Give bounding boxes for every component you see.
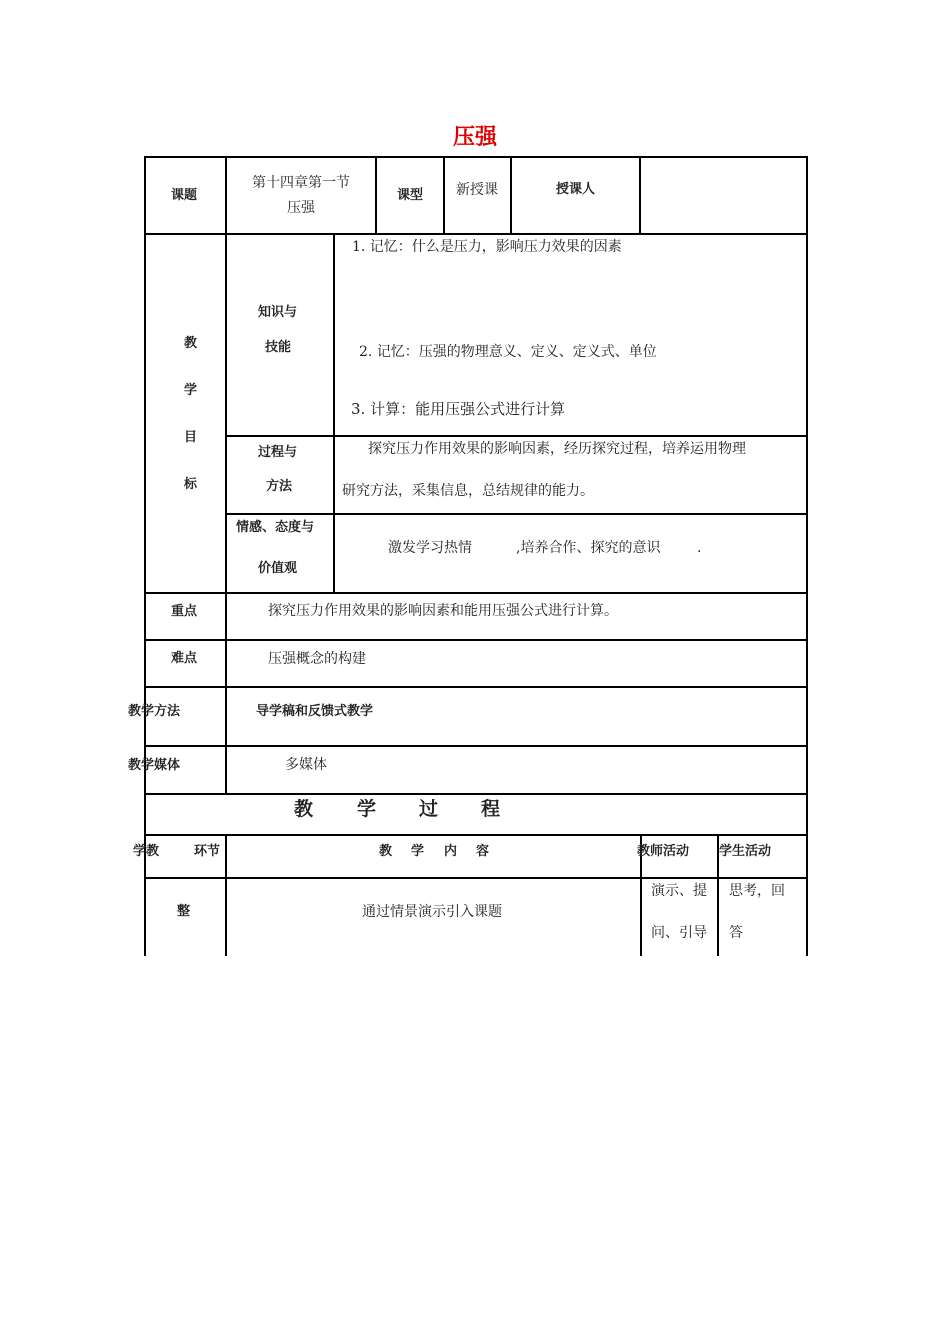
col-stage-header-b: 环节 (194, 844, 221, 859)
emotion-text-part2: ,培养合作、探究的意识 (516, 540, 661, 556)
process-text-line2: 研究方法，采集信息，总结规律的能力。 (342, 483, 594, 499)
media-text: 多媒体 (285, 757, 327, 773)
table-divider (144, 745, 807, 747)
col-content-header-char: 容 (476, 844, 490, 859)
table-divider (144, 592, 807, 594)
row-stage: 整 (177, 904, 191, 919)
process-label-line2: 方法 (266, 479, 293, 494)
difficulty-label: 难点 (171, 651, 198, 666)
table-border-right (806, 156, 808, 956)
table-divider (144, 877, 807, 879)
topic-value-line2: 压强 (287, 200, 315, 216)
emotion-label-line1: 情感、态度与 (236, 520, 315, 535)
table-divider (144, 793, 807, 795)
knowledge-label-line1: 知识与 (258, 305, 298, 320)
col-student-header: 学生活动 (719, 844, 772, 859)
method-label: 教学方法 (128, 704, 181, 719)
type-value: 新授课 (456, 182, 498, 198)
table-divider (225, 834, 227, 956)
process-heading-char: 过 (419, 798, 439, 820)
objectives-label-char: 目 (184, 430, 198, 445)
emotion-text-part1: 激发学习热情 (388, 540, 472, 556)
key-point-text: 探究压力作用效果的影响因素和能用压强公式进行计算。 (268, 603, 618, 619)
row-teacher-line2: 问、引导 (651, 925, 707, 941)
row-teacher-line1: 演示、提 (651, 883, 707, 899)
col-content-header-char: 学 (411, 844, 425, 859)
col-stage-header-a: 学教 (133, 844, 160, 859)
type-label: 课型 (397, 188, 424, 203)
table-divider (639, 156, 641, 234)
table-divider (144, 834, 807, 836)
table-divider (144, 639, 807, 641)
emotion-text-part3: . (697, 540, 702, 556)
page-title: 压强 (452, 125, 497, 150)
table-border-top (144, 156, 807, 158)
process-text-line1: 探究压力作用效果的影响因素，经历探究过程，培养运用物理 (368, 441, 746, 457)
topic-label: 课题 (171, 188, 198, 203)
knowledge-item-3: 3. 计算：能用压强公式进行计算 (351, 400, 566, 418)
row-student-line1: 思考，回 (729, 883, 785, 899)
col-content-header-char: 教 (379, 844, 393, 859)
knowledge-item-1: 1. 记忆：什么是压力，影响压力效果的因素 (352, 239, 622, 255)
table-border-left (144, 156, 146, 956)
row-content: 通过情景演示引入课题 (362, 904, 502, 920)
process-heading-char: 教 (294, 798, 314, 820)
objectives-label-char: 学 (184, 383, 198, 398)
process-heading-char: 学 (357, 798, 377, 820)
table-divider (225, 156, 227, 793)
table-divider (375, 156, 377, 234)
objectives-label-char: 教 (184, 336, 198, 351)
emotion-label-line2: 价值观 (258, 561, 298, 576)
objectives-label-char: 标 (184, 477, 198, 492)
table-divider (510, 156, 512, 234)
media-label: 教学媒体 (128, 758, 181, 773)
table-divider (226, 513, 807, 515)
table-divider (443, 156, 445, 234)
table-divider (144, 686, 807, 688)
difficulty-text: 压强概念的构建 (268, 651, 366, 667)
knowledge-item-2: 2. 记忆：压强的物理意义、定义、定义式、单位 (359, 344, 657, 360)
row-student-line2: 答 (729, 925, 743, 941)
method-text: 导学稿和反馈式教学 (256, 704, 374, 719)
topic-value-line1: 第十四章第一节 (252, 175, 350, 191)
knowledge-label-line2: 技能 (265, 340, 292, 355)
col-teacher-header: 教师活动 (637, 844, 690, 859)
teacher-label: 授课人 (556, 182, 596, 197)
table-divider (333, 233, 335, 593)
process-heading-char: 程 (481, 798, 501, 820)
table-divider (144, 233, 807, 235)
col-content-header-char: 内 (444, 844, 458, 859)
process-label-line1: 过程与 (258, 445, 298, 460)
table-divider (226, 435, 807, 437)
key-point-label: 重点 (171, 604, 198, 619)
